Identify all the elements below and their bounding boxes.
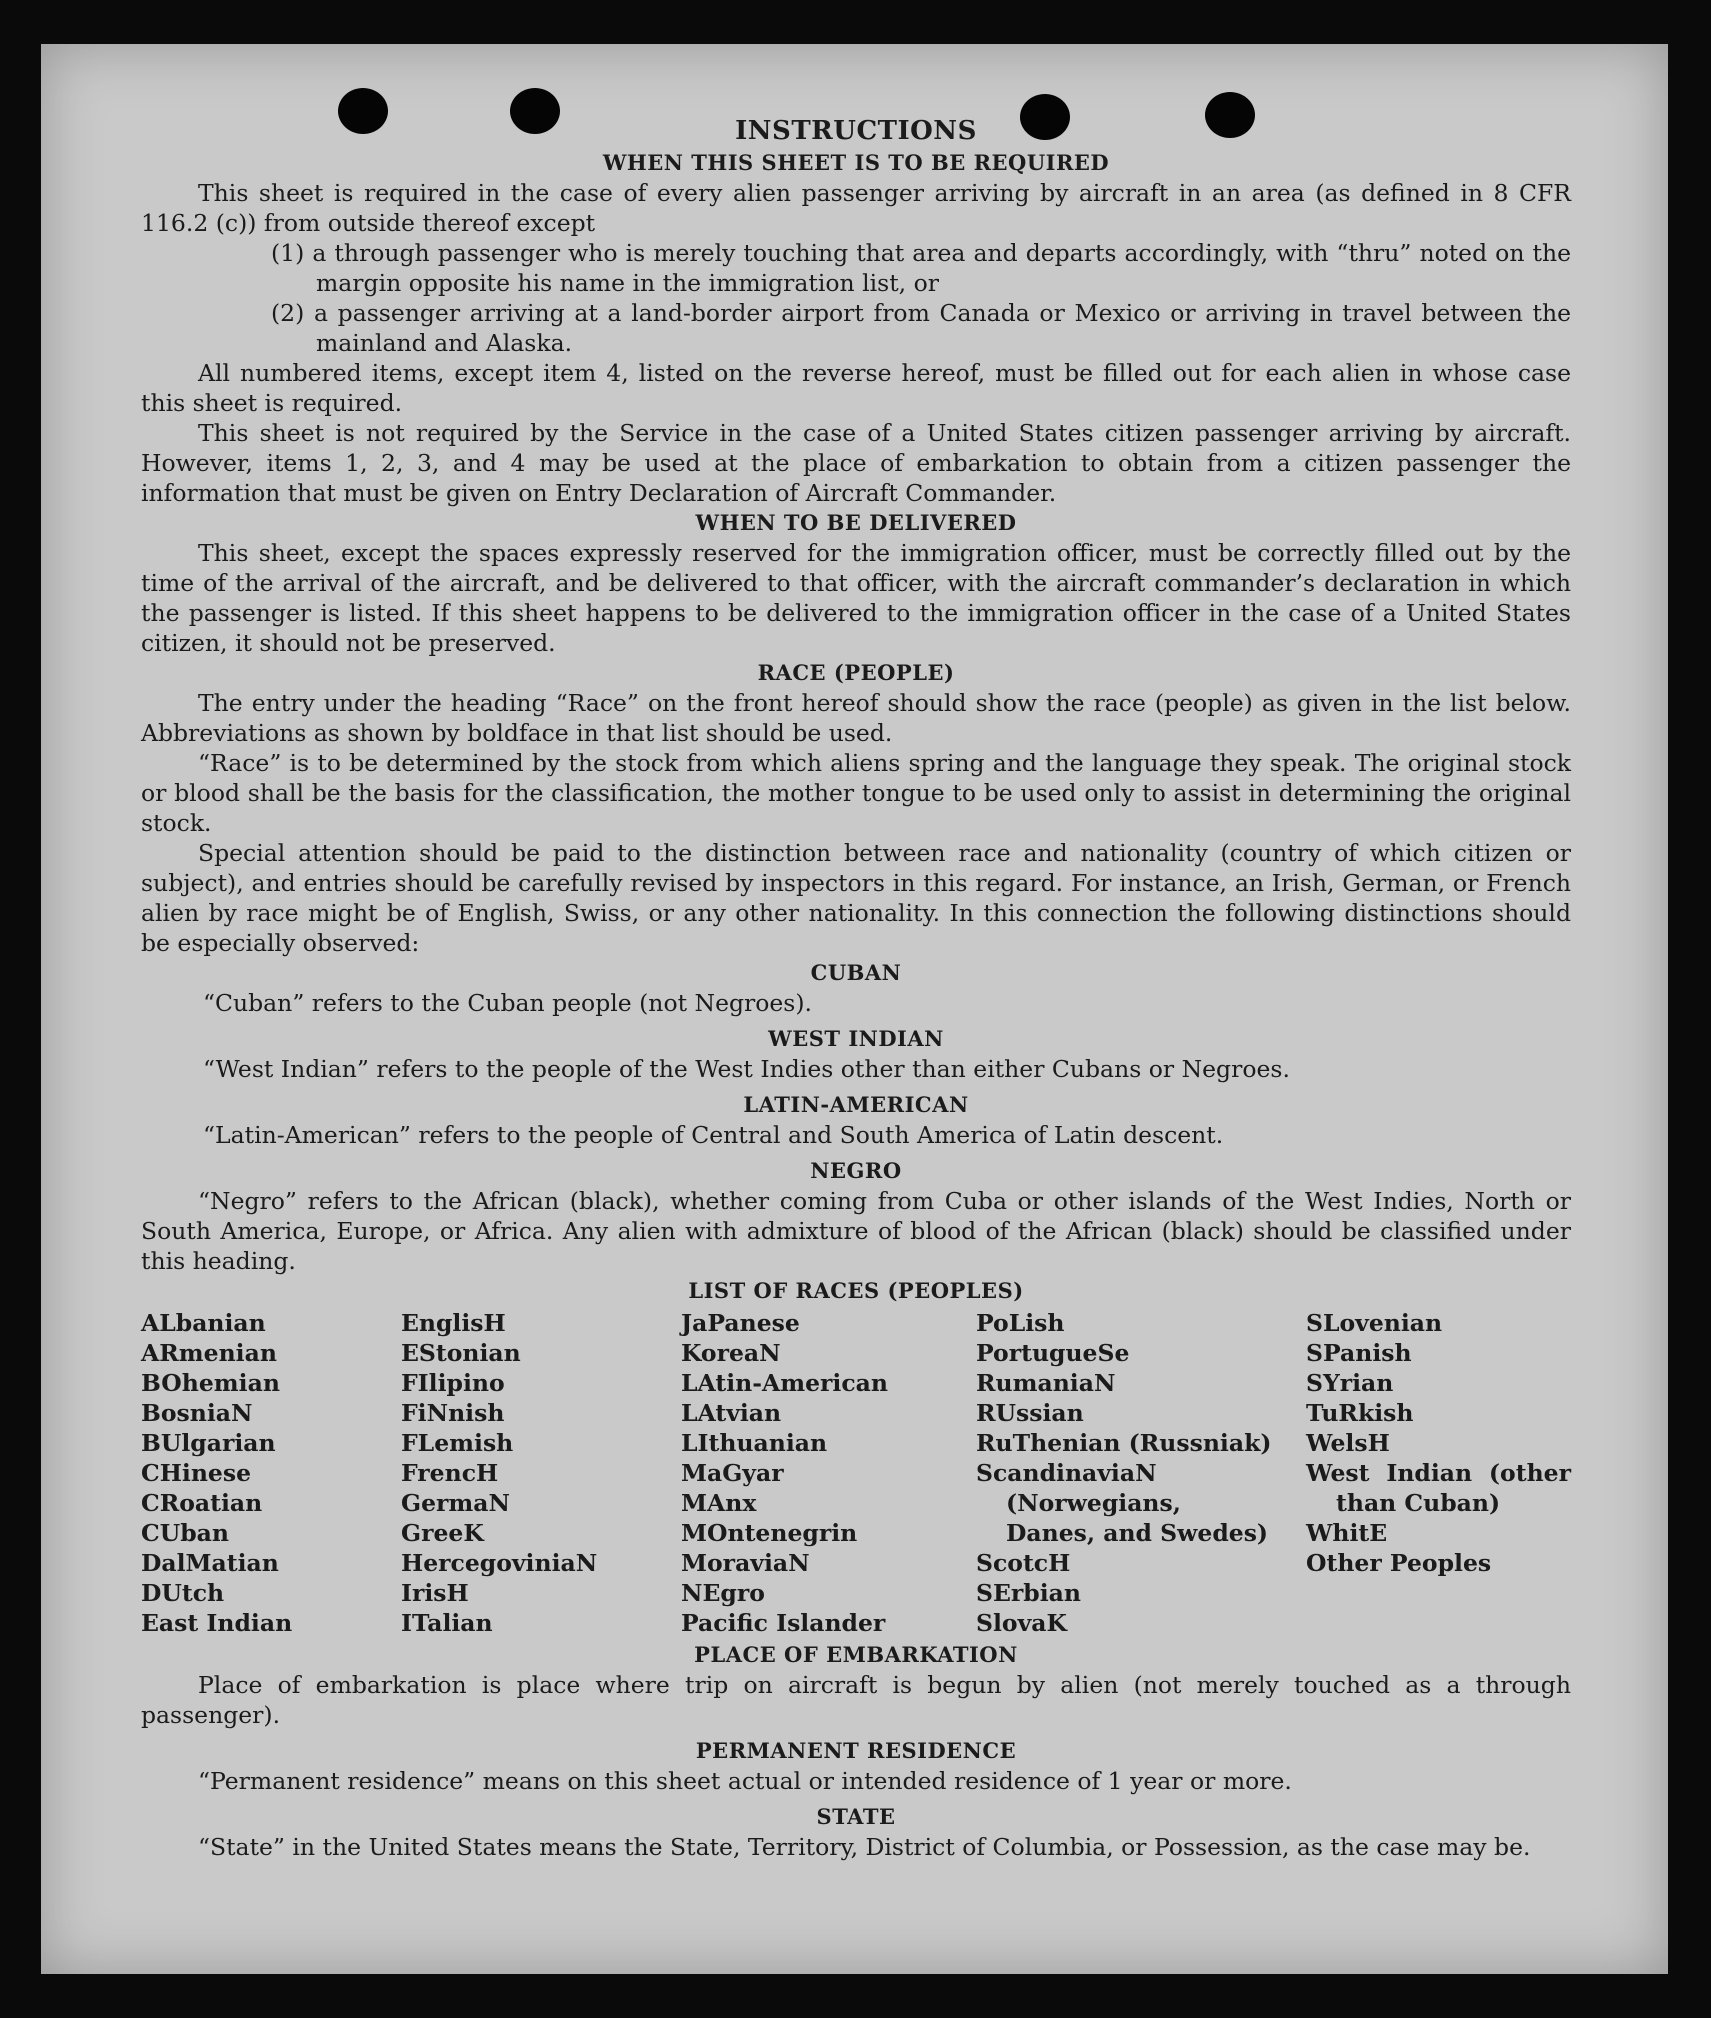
race-item: WelsH [1306,1429,1390,1457]
paragraph: All numbered items, except item 4, listed on the reverse hereof, must be filled out for each alien in whose case this sheet is required. [141,359,1571,417]
race-item: CHinese [141,1459,252,1487]
race-item: MOntenegrin [681,1519,858,1547]
race-item: ITalian [401,1609,493,1637]
race-item: GermaN [401,1489,510,1517]
race-column [141,1308,371,1638]
race-item: DUtch [141,1579,225,1607]
section-heading: PERMANENT RESIDENCE [695,1738,1017,1763]
list-item: (2) a passenger arriving at a land-border airport from Canada or Mexico or arriving in travel between the mainland and Alaska. [271,299,1571,357]
paragraph: “State” in the United States means the State, Territory, District of Columbia, or Possession, as the case may be. [198,1833,1531,1861]
section-heading: WHEN THIS SHEET IS TO BE REQUIRED [602,150,1110,175]
race-item: KoreaN [681,1339,781,1367]
race-item: FrencH [401,1459,499,1487]
section-heading: WEST INDIAN [768,1026,944,1051]
race-item: SErbian [976,1579,1081,1607]
race-item: FiNnish [401,1399,505,1427]
section-heading: PLACE OF EMBARKATION [694,1642,1018,1667]
paragraph: “Negro” refers to the African (black), whether coming from Cuba or other islands of the West Indies, North or South America, Europe, or Africa. Any alien with admixture of blood of the African (black) should be classified under this heading. [141,1187,1571,1275]
race-item: SYrian [1306,1369,1394,1397]
race-item: RuThenian (Russniak) [976,1429,1272,1457]
race-item: LAtvian [681,1399,782,1427]
race-item: PoLish [976,1309,1065,1337]
race-item: WhitE [1306,1519,1388,1547]
section-heading: NEGRO [810,1158,902,1183]
race-item: ScandinaviaN (Norwegians, Danes, and Swedes) [976,1459,1269,1547]
race-item: NEgro [681,1579,765,1607]
paragraph: This sheet is required in the case of every alien passenger arriving by aircraft in an area (as defined in 8 CFR 116.2 (c)) from outside thereof except [141,179,1571,237]
race-item: FLemish [401,1429,514,1457]
race-item: SLovenian [1306,1309,1443,1337]
race-item: CUban [141,1519,229,1547]
race-item: GreeK [401,1519,484,1547]
race-item: Other Peoples [1306,1549,1492,1577]
race-item: HercegoviniaN [401,1549,598,1577]
race-item: RUssian [976,1399,1084,1427]
race-item: RumaniaN [976,1369,1116,1397]
race-item: LIthuanian [681,1429,828,1457]
race-item: EStonian [401,1339,521,1367]
race-item: MaGyar [681,1459,784,1487]
race-column [976,1308,1276,1638]
section-heading: LIST OF RACES (PEOPLES) [688,1278,1024,1303]
list-item: (1) a through passenger who is merely touching that area and departs accordingly, with “thru” noted on the margin opposite his name in the immigration list, or [271,239,1571,297]
race-item: MAnx [681,1489,757,1517]
race-item: EnglisH [401,1309,506,1337]
race-item: West Indian (other than Cuban) [1306,1459,1571,1517]
race-item: PortugueSe [976,1339,1130,1367]
paragraph: This sheet, except the spaces expressly reserved for the immigration officer, must be correctly filled out by the time of the arrival of the aircraft, and be delivered to that officer, with the aircraft commander’s declaration in which the passenger is listed. If this sheet happens to be delivered to the immigration officer in the case of a United States citizen, it should not be preserved. [141,539,1571,657]
race-item: East Indian [141,1609,293,1637]
race-item: BOhemian [141,1369,280,1397]
race-column [401,1308,651,1638]
section-heading: WHEN TO BE DELIVERED [695,510,1017,535]
paragraph: “Permanent residence” means on this sheet actual or intended residence of 1 year or more. [198,1767,1292,1795]
race-item: LAtin-American [681,1369,888,1397]
definition: “Cuban” refers to the Cuban people (not Negroes). [203,989,813,1017]
race-item: ARmenian [141,1339,277,1367]
race-item: BUlgarian [141,1429,276,1457]
instructions-text [141,116,1571,1862]
definition: “Latin-American” refers to the people of Central and South America of Latin descent. [203,1121,1224,1149]
race-item: ScotcH [976,1549,1071,1577]
race-item: FIlipino [401,1369,505,1397]
race-column [1306,1308,1571,1638]
race-list [141,1308,1571,1638]
paragraph: Special attention should be paid to the distinction between race and nationality (country of which citizen or subject), and entries should be carefully revised by inspectors in this regard. For instance, an Irish, German, or French alien by race might be of English, Swiss, or any other nationality. In this connection the following distinctions should be especially observed: [141,839,1571,957]
paragraph: “Race” is to be determined by the stock from which aliens spring and the language they speak. The original stock or blood shall be the basis for the classification, the mother tongue to be used only to assist in determining the original stock. [141,749,1571,837]
definition: “West Indian” refers to the people of the West Indies other than either Cubans or Negroes. [203,1055,1290,1083]
paragraph: The entry under the heading “Race” on the front hereof should show the race (people) as given in the list below. Abbreviations as shown by boldface in that list should be used. [141,689,1571,747]
race-item: BosniaN [141,1399,253,1427]
section-heading: LATIN-AMERICAN [743,1092,969,1117]
race-item: SPanish [1306,1339,1412,1367]
race-item: JaPanese [681,1309,800,1337]
section-heading: RACE (PEOPLE) [757,660,955,685]
race-item: Pacific Islander [681,1609,886,1637]
section-heading: STATE [816,1804,896,1829]
race-item: CRoatian [141,1489,263,1517]
race-item: DalMatian [141,1549,279,1577]
race-item: ALbanian [141,1309,266,1337]
paragraph: Place of embarkation is place where trip on aircraft is begun by alien (not merely touched as a through passenger). [141,1671,1571,1729]
section-heading: CUBAN [810,960,902,985]
race-item: SlovaK [976,1609,1067,1637]
paragraph: This sheet is not required by the Service in the case of a United States citizen passenger arriving by aircraft. However, items 1, 2, 3, and 4 may be used at the place of embarkation to obtain from a citizen passenger the information that must be given on Entry Declaration of Aircraft Commander. [141,419,1571,507]
page-title: INSTRUCTIONS [735,116,977,146]
race-column [681,1308,946,1638]
race-item: MoraviaN [681,1549,810,1577]
race-item: TuRkish [1306,1399,1414,1427]
race-item: IrisH [401,1579,469,1607]
